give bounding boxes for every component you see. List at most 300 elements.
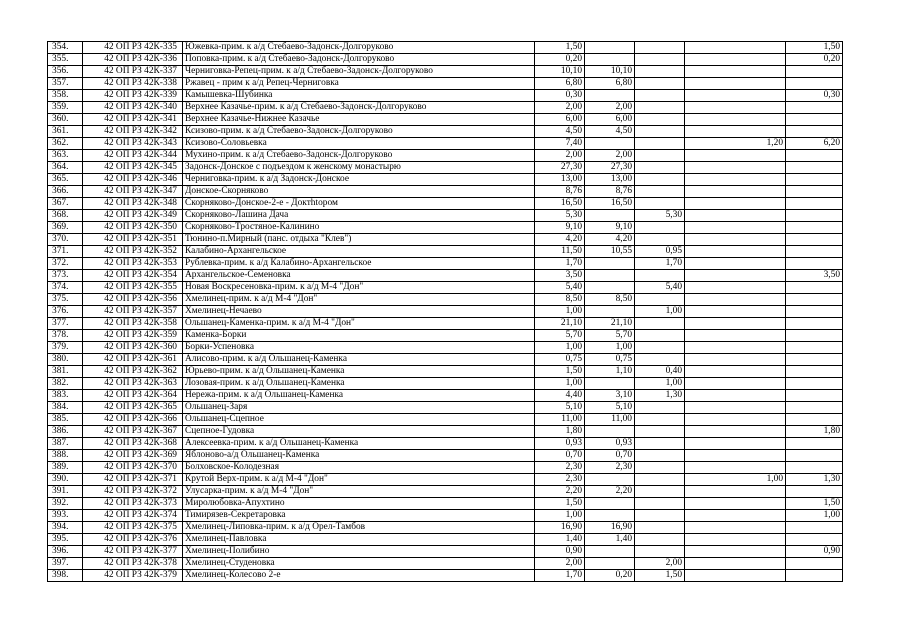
road-code: 42 ОП РЗ 42К-364 <box>83 390 183 402</box>
length-col-2 <box>635 42 685 54</box>
road-name: Поповка-прим. к а/д Стебаево-Задонск-Долгоруково <box>183 54 535 66</box>
road-code: 42 ОП РЗ 42К-338 <box>83 78 183 90</box>
length-col-2 <box>635 534 685 546</box>
length-col-3 <box>685 126 786 138</box>
table-row <box>48 510 843 522</box>
road-code: 42 ОП РЗ 42К-373 <box>83 498 183 510</box>
row-number: 391. <box>48 486 83 498</box>
length-col-3 <box>685 330 786 342</box>
length-col-4 <box>786 258 843 270</box>
length-col-3 <box>685 114 786 126</box>
length-col-4 <box>786 294 843 306</box>
row-number: 368. <box>48 210 83 222</box>
length-col-1: 6,80 <box>585 78 635 90</box>
length-col-2 <box>635 438 685 450</box>
table-row <box>48 426 843 438</box>
length-col-4 <box>786 558 843 570</box>
road-name: Борки-Успеновка <box>183 342 535 354</box>
road-code: 42 ОП РЗ 42К-337 <box>83 66 183 78</box>
row-number: 375. <box>48 294 83 306</box>
table-row <box>48 174 843 186</box>
road-name: Мухино-прим. к а/д Стебаево-Задонск-Долгоруково <box>183 150 535 162</box>
road-name: Южевка-прим. к а/д Стебаево-Задонск-Долгоруково <box>183 42 535 54</box>
length-col-4 <box>786 234 843 246</box>
length-col-4 <box>786 378 843 390</box>
table-row <box>48 234 843 246</box>
length-col-4: 6,20 <box>786 138 843 150</box>
length-col-4 <box>786 438 843 450</box>
road-code: 42 ОП РЗ 42К-376 <box>83 534 183 546</box>
length-col-3 <box>685 102 786 114</box>
road-name: Хмелинец-Студеновка <box>183 558 535 570</box>
length-col-3 <box>685 150 786 162</box>
row-number: 378. <box>48 330 83 342</box>
road-name: Хмелинец-прим. к а/д М-4 "Дон" <box>183 294 535 306</box>
table-row <box>48 354 843 366</box>
length-col-2 <box>635 486 685 498</box>
total-length: 1,70 <box>535 258 585 270</box>
row-number: 395. <box>48 534 83 546</box>
length-col-2 <box>635 402 685 414</box>
road-code: 42 ОП РЗ 42К-353 <box>83 258 183 270</box>
table-row <box>48 402 843 414</box>
length-col-3 <box>685 90 786 102</box>
road-code: 42 ОП РЗ 42К-371 <box>83 474 183 486</box>
length-col-1: 5,70 <box>585 330 635 342</box>
length-col-4 <box>786 246 843 258</box>
road-name: Новая Воскресеновка-прим. к а/д М-4 "Дон" <box>183 282 535 294</box>
length-col-3 <box>685 174 786 186</box>
length-col-3 <box>685 510 786 522</box>
length-col-1: 0,70 <box>585 450 635 462</box>
row-number: 367. <box>48 198 83 210</box>
length-col-2 <box>635 174 685 186</box>
length-col-4: 1,00 <box>786 510 843 522</box>
table-row <box>48 102 843 114</box>
total-length: 2,00 <box>535 150 585 162</box>
total-length: 4,50 <box>535 126 585 138</box>
length-col-4 <box>786 210 843 222</box>
road-code: 42 ОП РЗ 42К-340 <box>83 102 183 114</box>
total-length: 8,76 <box>535 186 585 198</box>
road-name: Юрьево-прим. к а/д Ольшанец-Каменка <box>183 366 535 378</box>
total-length: 1,50 <box>535 366 585 378</box>
length-col-4 <box>786 174 843 186</box>
total-length: 1,80 <box>535 426 585 438</box>
length-col-3 <box>685 258 786 270</box>
length-col-2: 1,00 <box>635 306 685 318</box>
table-row <box>48 306 843 318</box>
length-col-4: 1,50 <box>786 498 843 510</box>
length-col-1: 1,40 <box>585 534 635 546</box>
length-col-4 <box>786 102 843 114</box>
row-number: 389. <box>48 462 83 474</box>
road-name: Скорняково-Донское-2-е - Доктhtором <box>183 198 535 210</box>
table-row <box>48 54 843 66</box>
length-col-3 <box>685 198 786 210</box>
length-col-4: 0,90 <box>786 546 843 558</box>
total-length: 7,40 <box>535 138 585 150</box>
road-name: Черниговка-прим. к а/д Задонск-Донское <box>183 174 535 186</box>
total-length: 1,40 <box>535 534 585 546</box>
length-col-1 <box>585 474 635 486</box>
road-code: 42 ОП РЗ 42К-372 <box>83 486 183 498</box>
road-name: Верхнее Казачье-прим. к а/д Стебаево-Задонск-Долгоруково <box>183 102 535 114</box>
road-code: 42 ОП РЗ 42К-367 <box>83 426 183 438</box>
road-name: Тимирязев-Секретаровка <box>183 510 535 522</box>
length-col-1: 0,20 <box>585 570 635 582</box>
length-col-4 <box>786 318 843 330</box>
road-code: 42 ОП РЗ 42К-336 <box>83 54 183 66</box>
row-number: 355. <box>48 54 83 66</box>
length-col-3 <box>685 270 786 282</box>
length-col-3 <box>685 402 786 414</box>
length-col-1: 16,50 <box>585 198 635 210</box>
total-length: 0,30 <box>535 90 585 102</box>
road-code: 42 ОП РЗ 42К-379 <box>83 570 183 582</box>
length-col-2 <box>635 150 685 162</box>
total-length: 1,00 <box>535 378 585 390</box>
row-number: 392. <box>48 498 83 510</box>
road-name: Черниговка-Репец-прим. к а/д Стебаево-Задонск-Долгоруково <box>183 66 535 78</box>
length-col-1: 8,50 <box>585 294 635 306</box>
total-length: 0,75 <box>535 354 585 366</box>
length-col-2 <box>635 294 685 306</box>
length-col-4 <box>786 402 843 414</box>
row-number: 382. <box>48 378 83 390</box>
road-name: Архангельское-Семеновка <box>183 270 535 282</box>
row-number: 373. <box>48 270 83 282</box>
length-col-1 <box>585 54 635 66</box>
total-length: 27,30 <box>535 162 585 174</box>
road-code: 42 ОП РЗ 42К-365 <box>83 402 183 414</box>
table-row <box>48 222 843 234</box>
length-col-1 <box>585 42 635 54</box>
road-name: Донское-Скорняково <box>183 186 535 198</box>
length-col-3 <box>685 186 786 198</box>
length-col-2 <box>635 66 685 78</box>
length-col-2 <box>635 54 685 66</box>
road-code: 42 ОП РЗ 42К-369 <box>83 450 183 462</box>
total-length: 0,93 <box>535 438 585 450</box>
length-col-2 <box>635 450 685 462</box>
row-number: 380. <box>48 354 83 366</box>
length-col-3 <box>685 354 786 366</box>
row-number: 385. <box>48 414 83 426</box>
road-code: 42 ОП РЗ 42К-351 <box>83 234 183 246</box>
length-col-1 <box>585 90 635 102</box>
length-col-4 <box>786 534 843 546</box>
length-col-2 <box>635 126 685 138</box>
road-name: Ксизово-прим. к а/д Стебаево-Задонск-Долгоруково <box>183 126 535 138</box>
row-number: 376. <box>48 306 83 318</box>
total-length: 3,50 <box>535 270 585 282</box>
table-row <box>48 66 843 78</box>
row-number: 374. <box>48 282 83 294</box>
length-col-1 <box>585 306 635 318</box>
road-name: Ольшанец-Сцепное <box>183 414 535 426</box>
length-col-1: 16,90 <box>585 522 635 534</box>
length-col-3 <box>685 462 786 474</box>
road-code: 42 ОП РЗ 42К-349 <box>83 210 183 222</box>
row-number: 357. <box>48 78 83 90</box>
length-col-4 <box>786 66 843 78</box>
road-code: 42 ОП РЗ 42К-345 <box>83 162 183 174</box>
row-number: 359. <box>48 102 83 114</box>
length-col-2 <box>635 270 685 282</box>
length-col-1 <box>585 378 635 390</box>
length-col-4 <box>786 450 843 462</box>
table-row <box>48 522 843 534</box>
row-number: 370. <box>48 234 83 246</box>
length-col-3 <box>685 366 786 378</box>
row-number: 386. <box>48 426 83 438</box>
length-col-1 <box>585 558 635 570</box>
road-code: 42 ОП РЗ 42К-354 <box>83 270 183 282</box>
total-length: 8,50 <box>535 294 585 306</box>
length-col-2 <box>635 186 685 198</box>
road-code: 42 ОП РЗ 42К-377 <box>83 546 183 558</box>
total-length: 5,10 <box>535 402 585 414</box>
length-col-1: 8,76 <box>585 186 635 198</box>
road-code: 42 ОП РЗ 42К-362 <box>83 366 183 378</box>
road-name: Скорняково-Тростяное-Калинино <box>183 222 535 234</box>
row-number: 369. <box>48 222 83 234</box>
road-code: 42 ОП РЗ 42К-352 <box>83 246 183 258</box>
row-number: 384. <box>48 402 83 414</box>
length-col-4 <box>786 150 843 162</box>
road-code: 42 ОП РЗ 42К-347 <box>83 186 183 198</box>
length-col-4 <box>786 306 843 318</box>
table-row <box>48 258 843 270</box>
road-code: 42 ОП РЗ 42К-339 <box>83 90 183 102</box>
total-length: 1,50 <box>535 42 585 54</box>
table-row <box>48 198 843 210</box>
table-row <box>48 246 843 258</box>
length-col-1 <box>585 282 635 294</box>
row-number: 397. <box>48 558 83 570</box>
length-col-3 <box>685 210 786 222</box>
length-col-1: 10,55 <box>585 246 635 258</box>
length-col-1: 0,93 <box>585 438 635 450</box>
length-col-2 <box>635 114 685 126</box>
road-name: Камышевка-Шубинка <box>183 90 535 102</box>
road-name: Задонск-Донское с подъездом к женскому монастырю <box>183 162 535 174</box>
table-row <box>48 450 843 462</box>
length-col-3 <box>685 534 786 546</box>
road-name: Улусарка-прим. к а/д М-4 "Дон" <box>183 486 535 498</box>
road-code: 42 ОП РЗ 42К-350 <box>83 222 183 234</box>
row-number: 363. <box>48 150 83 162</box>
total-length: 1,50 <box>535 498 585 510</box>
length-col-1 <box>585 510 635 522</box>
length-col-1: 5,10 <box>585 402 635 414</box>
road-code: 42 ОП РЗ 42К-342 <box>83 126 183 138</box>
road-code: 42 ОП РЗ 42К-359 <box>83 330 183 342</box>
length-col-2 <box>635 354 685 366</box>
length-col-2: 2,00 <box>635 558 685 570</box>
total-length: 2,30 <box>535 462 585 474</box>
length-col-4 <box>786 114 843 126</box>
road-name: Ржавец - прим к а/д Репец-Черниговка <box>183 78 535 90</box>
row-number: 356. <box>48 66 83 78</box>
length-col-1: 3,10 <box>585 390 635 402</box>
length-col-2: 1,50 <box>635 570 685 582</box>
total-length: 5,70 <box>535 330 585 342</box>
road-name: Ксизово-Соловьевка <box>183 138 535 150</box>
table-row <box>48 126 843 138</box>
length-col-3 <box>685 414 786 426</box>
length-col-2 <box>635 222 685 234</box>
total-length: 2,00 <box>535 558 585 570</box>
length-col-3 <box>685 222 786 234</box>
road-name: Калабино-Архангельское <box>183 246 535 258</box>
table-row <box>48 78 843 90</box>
length-col-4 <box>786 330 843 342</box>
length-col-4 <box>786 570 843 582</box>
length-col-3 <box>685 342 786 354</box>
length-col-2 <box>635 342 685 354</box>
table-row <box>48 414 843 426</box>
road-code: 42 ОП РЗ 42К-375 <box>83 522 183 534</box>
total-length: 6,00 <box>535 114 585 126</box>
length-col-3 <box>685 438 786 450</box>
length-col-1: 2,30 <box>585 462 635 474</box>
length-col-1: 4,50 <box>585 126 635 138</box>
length-col-2 <box>635 78 685 90</box>
length-col-2 <box>635 426 685 438</box>
road-code: 42 ОП РЗ 42К-348 <box>83 198 183 210</box>
total-length: 6,80 <box>535 78 585 90</box>
length-col-2 <box>635 510 685 522</box>
length-col-2: 0,95 <box>635 246 685 258</box>
road-code: 42 ОП РЗ 42К-346 <box>83 174 183 186</box>
road-name: Нережа-прим. к а/д Ольшанец-Каменка <box>183 390 535 402</box>
table-row <box>48 114 843 126</box>
road-code: 42 ОП РЗ 42К-378 <box>83 558 183 570</box>
total-length: 4,40 <box>535 390 585 402</box>
road-name: Хмелинец-Павловка <box>183 534 535 546</box>
row-number: 398. <box>48 570 83 582</box>
length-col-3 <box>685 522 786 534</box>
length-col-3 <box>685 282 786 294</box>
road-name: Хмелинец-Колесово 2-е <box>183 570 535 582</box>
row-number: 361. <box>48 126 83 138</box>
table-row <box>48 42 843 54</box>
total-length: 0,70 <box>535 450 585 462</box>
total-length: 0,90 <box>535 546 585 558</box>
length-col-2 <box>635 138 685 150</box>
total-length: 10,10 <box>535 66 585 78</box>
road-code: 42 ОП РЗ 42К-368 <box>83 438 183 450</box>
length-col-2: 5,30 <box>635 210 685 222</box>
length-col-4: 0,30 <box>786 90 843 102</box>
length-col-4 <box>786 198 843 210</box>
road-code: 42 ОП РЗ 42К-355 <box>83 282 183 294</box>
road-name: Скорняково-Лашина Дача <box>183 210 535 222</box>
road-name: Тюнино-п.Мирный (панс. отдыха "Клев") <box>183 234 535 246</box>
length-col-3 <box>685 306 786 318</box>
row-number: 387. <box>48 438 83 450</box>
road-name: Лозовая-прим. к а/д Ольшанец-Каменка <box>183 378 535 390</box>
table-row <box>48 162 843 174</box>
road-name: Алисово-прим. к а/д Ольшанец-Каменка <box>183 354 535 366</box>
table-row <box>48 294 843 306</box>
length-col-4 <box>786 414 843 426</box>
road-name: Болховское-Колодезная <box>183 462 535 474</box>
total-length: 4,20 <box>535 234 585 246</box>
length-col-1: 11,00 <box>585 414 635 426</box>
length-col-1: 27,30 <box>585 162 635 174</box>
length-col-2 <box>635 474 685 486</box>
length-col-3 <box>685 234 786 246</box>
length-col-4 <box>786 282 843 294</box>
length-col-1: 1,00 <box>585 342 635 354</box>
length-col-4: 1,50 <box>786 42 843 54</box>
total-length: 9,10 <box>535 222 585 234</box>
row-number: 377. <box>48 318 83 330</box>
row-number: 379. <box>48 342 83 354</box>
road-name: Ольшанец-Каменка-прим. к а/д М-4 "Дон" <box>183 318 535 330</box>
length-col-3 <box>685 162 786 174</box>
total-length: 2,30 <box>535 474 585 486</box>
length-col-4 <box>786 462 843 474</box>
table-row <box>48 438 843 450</box>
road-code: 42 ОП РЗ 42К-370 <box>83 462 183 474</box>
table-row <box>48 534 843 546</box>
table-row <box>48 270 843 282</box>
length-col-4 <box>786 78 843 90</box>
row-number: 362. <box>48 138 83 150</box>
road-code: 42 ОП РЗ 42К-360 <box>83 342 183 354</box>
table-row <box>48 150 843 162</box>
road-code: 42 ОП РЗ 42К-366 <box>83 414 183 426</box>
table-row <box>48 462 843 474</box>
row-number: 371. <box>48 246 83 258</box>
road-code: 42 ОП РЗ 42К-343 <box>83 138 183 150</box>
length-col-2 <box>635 462 685 474</box>
total-length: 0,20 <box>535 54 585 66</box>
road-code: 42 ОП РЗ 42К-357 <box>83 306 183 318</box>
length-col-4: 3,50 <box>786 270 843 282</box>
total-length: 1,00 <box>535 306 585 318</box>
table-row <box>48 378 843 390</box>
length-col-3: 1,00 <box>685 474 786 486</box>
length-col-3 <box>685 426 786 438</box>
table-row <box>48 570 843 582</box>
length-col-2: 1,30 <box>635 390 685 402</box>
length-col-2 <box>635 234 685 246</box>
length-col-1: 10,10 <box>585 66 635 78</box>
length-col-3 <box>685 54 786 66</box>
length-col-1: 6,00 <box>585 114 635 126</box>
length-col-4 <box>786 390 843 402</box>
length-col-1 <box>585 498 635 510</box>
table-row <box>48 366 843 378</box>
length-col-1: 21,10 <box>585 318 635 330</box>
road-code: 42 ОП РЗ 42К-335 <box>83 42 183 54</box>
length-col-1: 2,00 <box>585 150 635 162</box>
length-col-4 <box>786 522 843 534</box>
road-name: Крутой Верх-прим. к а/д М-4 "Дон" <box>183 474 535 486</box>
length-col-4 <box>786 126 843 138</box>
length-col-3 <box>685 390 786 402</box>
road-code: 42 ОП РЗ 42К-361 <box>83 354 183 366</box>
length-col-4 <box>786 186 843 198</box>
table-row <box>48 558 843 570</box>
table-row <box>48 330 843 342</box>
row-number: 360. <box>48 114 83 126</box>
